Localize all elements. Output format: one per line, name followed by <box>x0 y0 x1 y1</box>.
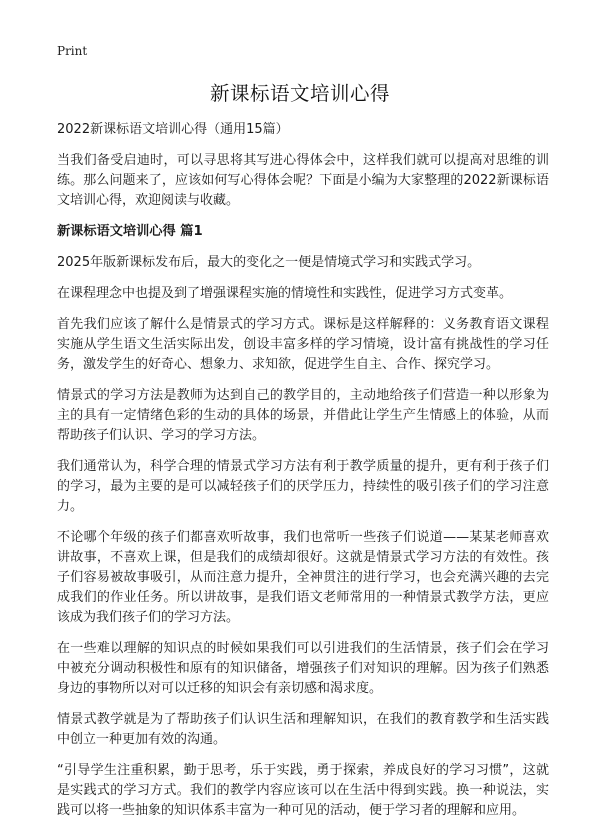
section-heading: 新课标语文培训心得 篇1 <box>57 224 203 239</box>
intro-paragraph: 当我们备受启迪时，可以寻思将其写进心得体会中，这样我们就可以提高对思维的训练。那么问题来了，应该如何写心得体会呢？下面是小编为大家整理的2022新课标语文培训心得，欢迎阅读与收藏。 <box>57 153 549 208</box>
page-title: 新课标语文培训心得 <box>209 82 390 105</box>
paragraph: 情景式的学习方法是教师为达到自己的教学目的，主动地给孩子们营造一种以形象为主的具有一定情绪色彩的生动的具体的场景，并借此让学生产生情感上的体验，从而帮助孩子们认识、学习的学习方法。 <box>57 388 549 443</box>
paragraph: 首先我们应该了解什么是情景式的学习方式。课标是这样解释的：义务教育语文课程实施从学生语文生活实际出发，创设丰富多样的学习情境，设计富有挑战性的学习任务，激发学生的好奇心、想象力、求知欲，促进学生自主、合作、探究学习。 <box>57 317 549 372</box>
article-subtitle: 2022新课标语文培训心得（通用15篇） <box>57 122 289 137</box>
paragraph: 我们通常认为，科学合理的情景式学习方法有利于教学质量的提升，更有利于孩子们的学习，最为主要的是可以减轻孩子们的厌学压力，持续性的吸引孩子们的学习注意力。 <box>57 459 549 514</box>
article-body <box>57 120 549 828</box>
paragraph: “引导学生注重积累，勤于思考，乐于实践，勇于探索，养成良好的学习习惯”，这就是实践式的学习方式。我们的教学内容应该可以在生活中得到实践。换一种说法，实践可以将一些抽象的知识体系丰富为一种可见的活动，便于学习者的理解和应用。 <box>57 763 549 818</box>
paragraph: 2025年版新课标发布后，最大的变化之一便是情境式学习和实践式学习。 <box>57 255 481 270</box>
print-link[interactable]: Print <box>57 44 88 58</box>
paragraph: 情景式教学就是为了帮助孩子们认识生活和理解知识，在我们的教育教学和生活实践中创立一种更加有效的沟通。 <box>57 712 549 747</box>
paragraph: 不论哪个年级的孩子们都喜欢听故事，我们也常听一些孩子们说道——某某老师喜欢讲故事，不喜欢上课，但是我们的成绩却很好。这就是情景式学习方法的有效性。孩子们容易被故事吸引，从而注意力提升，全神贯注的进行学习，也会充满兴趣的去完成我们的作业任务。所以讲故事，是我们语文老师常用的一种情景式教学方法，更应该成为我们孩子们的学习方法。 <box>57 530 549 625</box>
paragraph: 在一些难以理解的知识点的时候如果我们可以引进我们的生活情景，孩子们会在学习中被充分调动积极性和原有的知识储备，增强孩子们对知识的理解。因为孩子们熟悉身边的事物所以对可以迁移的知识会有亲切感和渴求度。 <box>57 641 549 696</box>
paragraph: 在课程理念中也提及到了增强课程实施的情境性和实践性，促进学习方式变革。 <box>57 286 513 301</box>
